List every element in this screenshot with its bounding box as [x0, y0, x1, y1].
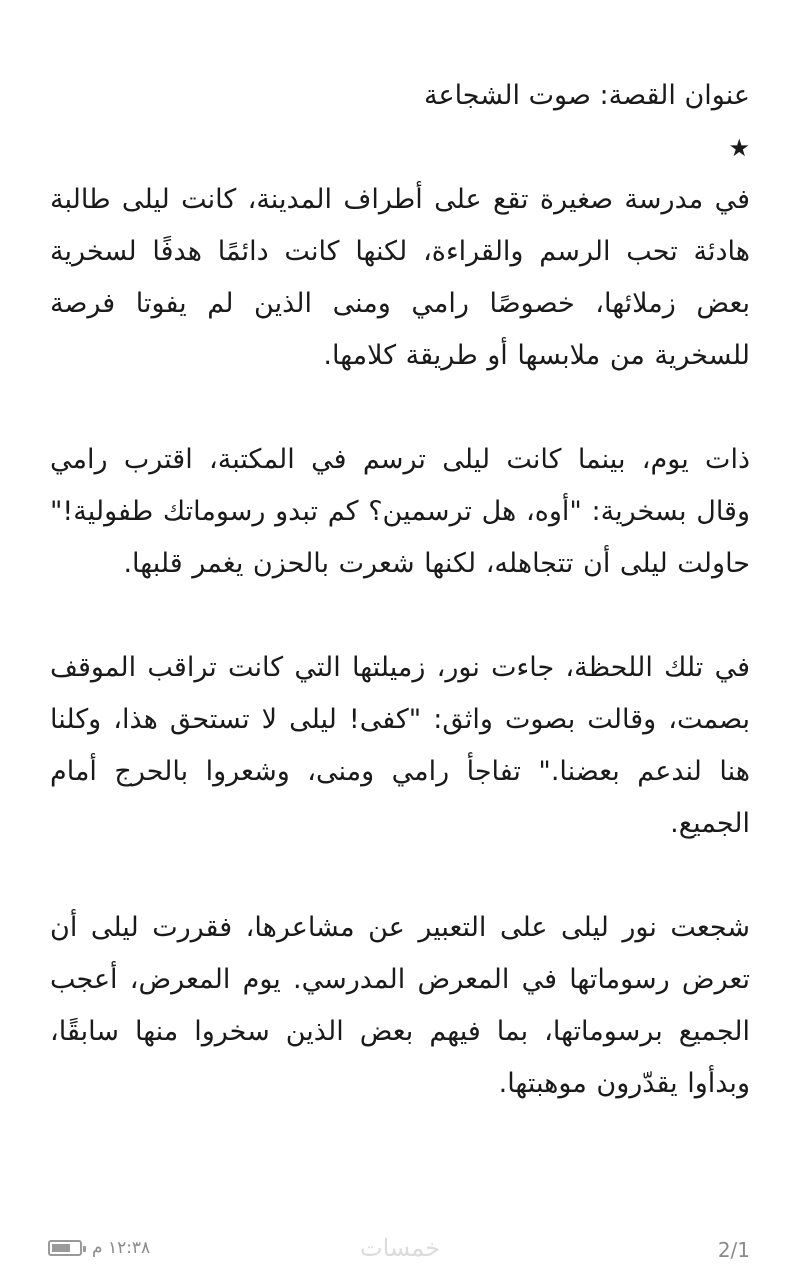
story-paragraph-2: ذات يوم، بينما كانت ليلى ترسم في المكتبة، اقترب رامي وقال بسخرية: "أوه، هل ترسمين؟ كم تبدو رسوماتك طفولية!" حاولت ليلى أن تتجاهله، لكنها شعرت بالحزن يغمر قلبها.: [50, 444, 750, 579]
star-separator-icon: ★: [728, 134, 750, 162]
reader-content: [50, 70, 750, 1110]
reader-footer: [0, 1216, 800, 1280]
story-paragraph-3: في تلك اللحظة، جاءت نور، زميلتها التي كانت تراقب الموقف بصمت، وقالت بصوت واثق: "كفى! ليلى لا تستحق هذا، وكلنا هنا لندعم بعضنا." تفاجأ رامي ومنى، وشعروا بالحرج أمام الجميع.: [50, 652, 750, 839]
story-paragraph-1: في مدرسة صغيرة تقع على أطراف المدينة، كانت ليلى طالبة هادئة تحب الرسم والقراءة، لكنها كانت دائمًا هدفًا لسخرية بعض زملائها، خصوصًا رامي ومنى الذين لم يفوتا فرصة للسخرية من ملابسها أو طريقة كلامها.: [50, 184, 750, 371]
clock-text: ١٢:٣٨ م: [92, 1238, 151, 1258]
page-indicator: 2/1: [717, 1238, 750, 1262]
story-paragraph-4: شجعت نور ليلى على التعبير عن مشاعرها، فقررت ليلى أن تعرض رسوماتها في المعرض المدرسي. يوم المعرض، أعجب الجميع برسوماتها، بما فيهم بعض الذين سخروا منها سابقًا، وبدأوا يقدّرون موهبتها.: [50, 912, 750, 1099]
story-title: عنوان القصة: صوت الشجاعة: [423, 80, 750, 111]
watermark-text: خمسات: [359, 1234, 441, 1262]
